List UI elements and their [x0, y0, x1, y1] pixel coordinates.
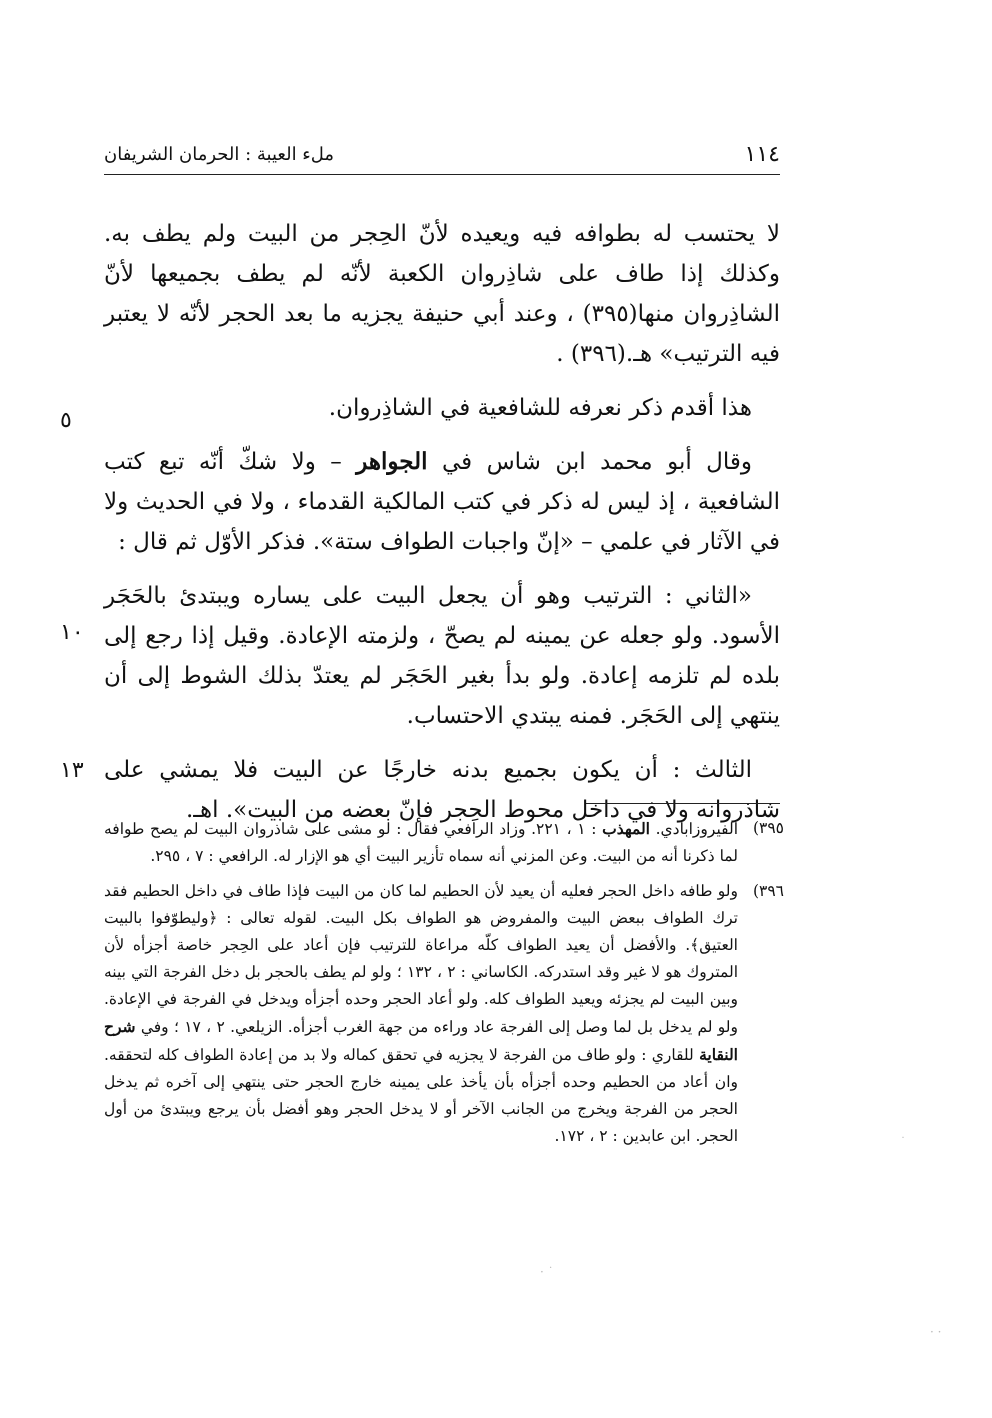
paragraph-3: [104, 442, 780, 562]
footnote-text-a: ولو طافه داخل الحجر فعليه أن يعيد لأن الحطيم لما كان من البيت فإذا طاف في داخل الحطيم فقد ترك الطواف ببعض البيت والمفروض هو الطواف بكل البيت. لقوله تعالى : ﴿وليطوّفوا بالبيت العتيق﴾. والأفضل أن يعيد الطواف كلّه مراعاة للترتيب فإن أعاد على الحِجر خاصة أجزأه لأن المتروك هو لا غير وقد استدركه. الكاساني : ٢ ، ١٣٢ ؛ ولو لم يطف بالحجر بل دخل الفرجة التي بينه وبين البيت لم يجزئه ويعيد الطواف كله. ولو أعاد الحجر وحده أجزأه ويدخل في الفرجة في الإعادة. ولو لم يدخل بل لما وصل إلى الفرجة عاد وراءه من جهة الغرب أجزأه. الزيلعي. ٢ ، ١٧ ؛ وفي: [104, 882, 739, 1036]
scan-speck: · ·: [930, 1325, 942, 1339]
footnotes: [104, 815, 784, 1158]
footnote-text-b: للقاري : ولو طاف من الفرجة لا يجزيه في تحقق كماله ولا بد من إعادة الطواف كله لتحققه. وان أعاد من الحطيم وحده أجزأه بأن يأخذ على يمينه خارج الحجر حتى ينتهي إلى آخره ثم يدخل الحجر من الفرجة ويخرج من الجانب الآخر أو لا يدخل الحجر وهو أفضل بأن يرجع ويبتدئ من أول الحجر. ابن عابدين : ٢ ، ١٧٢.: [104, 1046, 738, 1145]
book-title-jawahir: الجواهر: [356, 448, 428, 475]
main-text: [104, 214, 780, 844]
line-number-10: ١٠: [60, 620, 84, 645]
footnote-number: ٣٩٥): [752, 819, 784, 837]
paragraph-3-text-a: وقال أبو محمد ابن شاس في: [427, 449, 752, 475]
footnote-text-a: الفيروزابادي.: [649, 820, 738, 838]
footnote-separator: [586, 803, 780, 804]
scan-speck: · ˙: [540, 1265, 554, 1279]
book-title-sharh-nuqaya: شرح النقاية: [104, 1017, 738, 1064]
footnote-395: [104, 815, 784, 870]
page-header: [104, 140, 780, 175]
footnote-number: ٣٩٦): [752, 882, 784, 900]
paragraph-2: هذا أقدم ذكر نعرفه للشافعية في الشاذِروان.: [328, 395, 752, 421]
scan-speck: ˙: [900, 1135, 906, 1149]
footnote-text-b: : ١ ، ٢٢١. وزاد الرافعي فقال : لو مشى على شاذروان البيت لم يصح طوافه لما ذكرنا أنه من البيت. وعن المزني أنه سماه تأزير البيت أي هو الإزار له. الرافعي : ٧ ، ٢٩٥.: [104, 820, 738, 865]
running-title: ملء العيبة : الحرمان الشريفان: [104, 144, 335, 165]
line-number-5: ٥: [60, 408, 72, 433]
paragraph-4: «الثاني : الترتيب وهو أن يجعل البيت على يساره ويبتدئ بالحَجَر الأسود. ولو جعله عن يمينه لم يصحّ ، ولزمته الإعادة. وقيل إذا رجع إلى بلده لم تلزمه إعادة. ولو بدأ بغير الحَجَر لم يعتدّ بذلك الشوط إلى أن ينتهي إلى الحَجَر. فمنه يبتدي الاحتساب.: [104, 583, 780, 729]
page-number: ١١٤: [744, 142, 780, 167]
paragraph-3-text-b: – ولا شكّ أنّه تبع كتب الشافعية ، إذ ليس له ذكر في كتب المالكية القدماء ، ولا في الحديث ولا في الآثار في علمي – «إنّ واجبات الطواف ستة». فذكر الأوّل ثم قال :: [104, 449, 780, 555]
paragraph-1: لا يحتسب له بطوافه فيه ويعيده لأنّ الحِجر من البيت ولم يطف به. وكذلك إذا طاف على شاذِروان الكعبة لأنّه لم يطف بجميعها لأنّ الشاذِروان منها(٣٩٥) ، وعند أبي حنيفة يجزيه ما بعد الحجر لأنّه لا يعتبر فيه الترتيب» هـ.(٣٩٦) .: [104, 221, 780, 367]
paragraph-5: الثالث : أن يكون بجميع بدنه خارجًا عن البيت فلا يمشي على شاذروانه ولا في داخل محوط الحِجر فإنّ بعضه من البيت». اهـ.: [104, 757, 780, 823]
footnote-396: [104, 878, 784, 1150]
line-number-13: ١٣: [60, 758, 84, 783]
book-title-muhadhdhab: المهذب: [602, 819, 650, 838]
